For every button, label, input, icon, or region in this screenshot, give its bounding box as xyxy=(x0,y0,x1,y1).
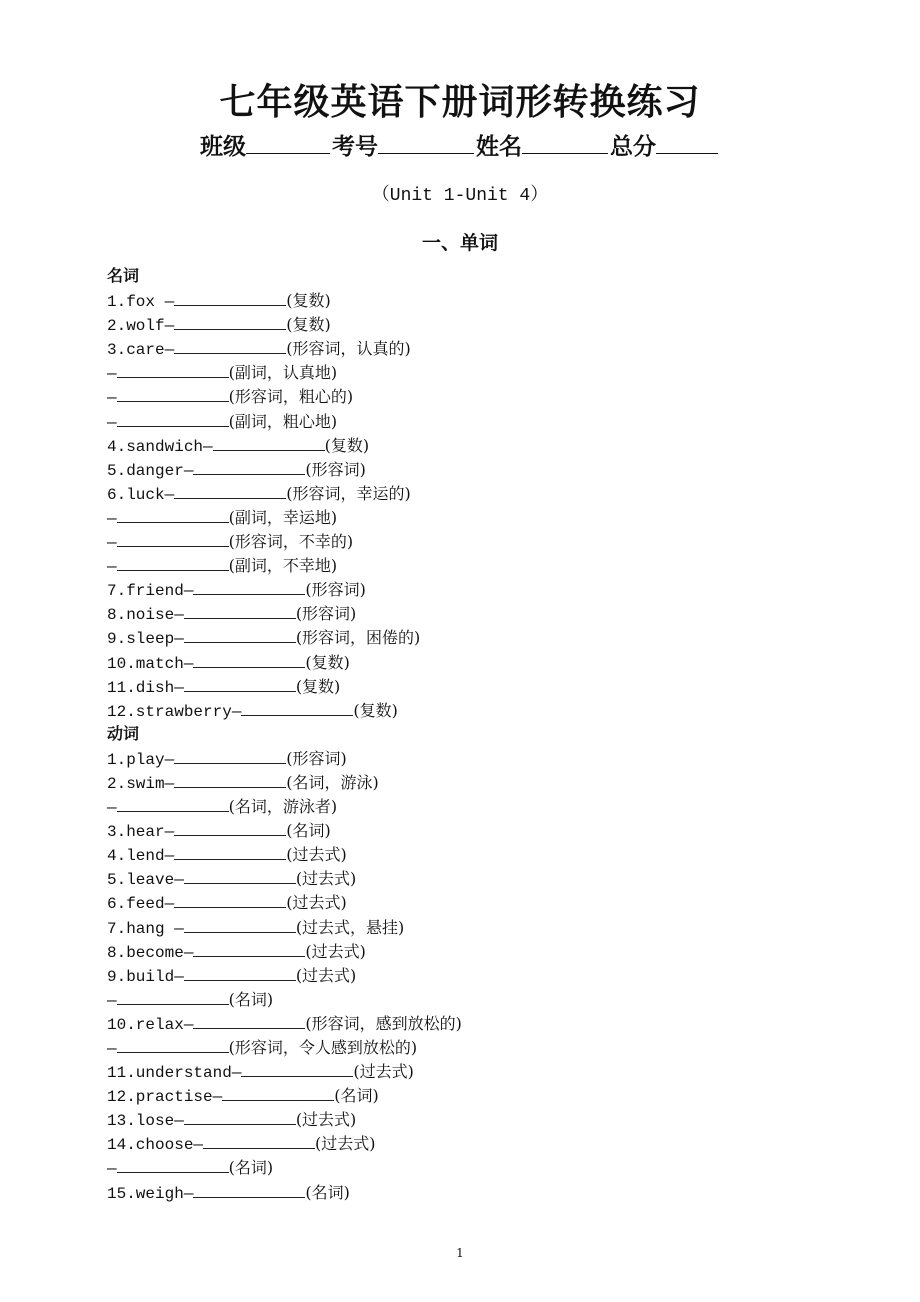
exercise-item xyxy=(107,939,462,963)
item-hint: (名词) xyxy=(305,1182,350,1202)
exercise-item xyxy=(107,650,462,674)
answer-blank[interactable] xyxy=(184,625,296,643)
item-word: 3.hear— xyxy=(107,823,175,842)
exercise-item xyxy=(107,601,462,625)
exercise-item xyxy=(107,770,462,794)
item-word: — xyxy=(107,799,117,818)
student-info-line xyxy=(0,128,920,161)
exercise-item xyxy=(107,1083,462,1107)
item-hint: (形容词，令人感到放松的) xyxy=(228,1038,418,1057)
answer-blank[interactable] xyxy=(174,288,286,306)
item-word: 4.lend— xyxy=(107,847,175,866)
exercise-item xyxy=(107,1180,462,1204)
answer-blank[interactable] xyxy=(117,384,229,402)
item-hint: (过去式) xyxy=(286,893,347,913)
item-hint: (名词，游泳) xyxy=(286,772,379,792)
exercise-item xyxy=(107,1035,462,1059)
item-word: 5.leave— xyxy=(107,871,184,890)
item-word: 5.danger— xyxy=(107,461,194,480)
item-word: 9.sleep— xyxy=(107,630,184,649)
item-hint: (过去式) xyxy=(295,965,357,985)
answer-blank[interactable] xyxy=(117,529,229,547)
answer-blank[interactable] xyxy=(193,939,305,957)
exercise-item xyxy=(107,866,462,890)
score-blank[interactable] xyxy=(656,131,718,154)
item-word: — xyxy=(107,991,117,1010)
answer-blank[interactable] xyxy=(117,505,229,523)
answer-blank[interactable] xyxy=(193,1011,305,1029)
item-hint: (复数) xyxy=(353,700,398,720)
item-word: 14.choose— xyxy=(107,1136,204,1155)
answer-blank[interactable] xyxy=(241,1059,353,1077)
item-hint: (过去式) xyxy=(315,1134,376,1154)
answer-blank[interactable] xyxy=(117,987,229,1005)
item-hint: (形容词，感到放松的) xyxy=(305,1013,462,1033)
page-title: 七年级英语下册词形转换练习 xyxy=(219,82,701,123)
item-word: 15.weigh— xyxy=(107,1184,194,1203)
item-hint: (副词，认真地) xyxy=(228,363,338,383)
answer-blank[interactable] xyxy=(193,650,305,668)
item-word: 11.dish— xyxy=(107,678,184,697)
item-word: — xyxy=(107,558,117,577)
class-label: 班级 xyxy=(200,134,246,160)
item-word: — xyxy=(107,413,117,432)
exercise-item xyxy=(107,384,462,408)
group-heading: 名词 xyxy=(107,266,140,285)
exercise-item xyxy=(107,963,462,987)
item-word: — xyxy=(107,534,117,553)
answer-blank[interactable] xyxy=(193,457,305,475)
item-word: 2.wolf— xyxy=(107,317,175,336)
answer-blank[interactable] xyxy=(184,1107,296,1125)
item-word: 2.swim— xyxy=(107,774,175,793)
item-word: — xyxy=(107,1040,117,1058)
exercise-item xyxy=(107,409,462,433)
item-hint: (过去式，悬挂) xyxy=(295,917,405,937)
item-hint: (形容词) xyxy=(305,580,366,600)
exercise-item xyxy=(107,1107,462,1131)
answer-blank[interactable] xyxy=(174,770,286,788)
item-hint: (形容词，困倦的) xyxy=(295,628,421,648)
exercise-item xyxy=(107,529,462,553)
exercise-item xyxy=(107,505,462,529)
item-hint: (复数) xyxy=(324,435,370,455)
answer-blank[interactable] xyxy=(117,794,229,812)
exercise-item xyxy=(107,842,462,866)
item-hint: (过去式) xyxy=(353,1062,414,1082)
answer-blank[interactable] xyxy=(213,433,325,451)
exercise-item xyxy=(107,625,462,649)
answer-blank[interactable] xyxy=(184,866,296,884)
item-hint: (名词) xyxy=(286,821,331,841)
item-hint: (形容词) xyxy=(295,604,357,624)
exercise-item xyxy=(107,1011,462,1035)
item-hint: (副词，粗心地) xyxy=(228,411,338,431)
item-hint: (形容词，认真的) xyxy=(286,339,411,359)
item-hint: (副词，不幸地) xyxy=(228,556,338,576)
exercise-item xyxy=(107,577,462,601)
item-hint: (形容词) xyxy=(286,748,347,768)
score-label: 总分 xyxy=(610,134,656,160)
item-word: 9.build— xyxy=(107,967,184,986)
answer-blank[interactable] xyxy=(184,601,296,619)
exercise-item xyxy=(107,1131,462,1155)
item-word: 4.sandwich— xyxy=(107,437,213,456)
item-hint: (形容词) xyxy=(305,459,366,479)
exercise-item xyxy=(107,433,462,457)
page-number: 1 xyxy=(456,1246,464,1260)
item-hint: (复数) xyxy=(286,291,331,311)
item-hint: (形容词，不幸的) xyxy=(228,532,354,552)
answer-blank[interactable] xyxy=(117,409,229,427)
item-word: 7.hang — xyxy=(107,919,184,938)
name-blank[interactable] xyxy=(522,131,608,154)
item-hint: (名词) xyxy=(228,989,274,1009)
class-blank[interactable] xyxy=(246,131,330,154)
exercise-item xyxy=(107,698,462,722)
item-word: — xyxy=(107,1160,117,1179)
answer-blank[interactable] xyxy=(174,842,286,860)
item-hint: (复数) xyxy=(295,676,341,696)
item-word: — xyxy=(107,365,117,384)
answer-blank[interactable] xyxy=(184,674,296,692)
item-word: 8.noise— xyxy=(107,606,184,625)
exercise-list xyxy=(107,264,462,1204)
item-word: 8.become— xyxy=(107,943,194,962)
item-word: 6.luck— xyxy=(107,485,175,504)
group-heading: 动词 xyxy=(107,723,140,743)
item-hint: (过去式) xyxy=(305,941,366,961)
answer-blank[interactable] xyxy=(241,698,353,716)
exercise-item xyxy=(107,481,462,505)
item-word: 6.feed— xyxy=(107,895,175,914)
exercise-item xyxy=(107,915,462,939)
item-word: — xyxy=(107,509,117,528)
exercise-item xyxy=(107,360,462,384)
item-hint: (名词) xyxy=(228,1158,274,1178)
answer-blank[interactable] xyxy=(174,312,286,330)
item-word: 13.lose— xyxy=(107,1112,184,1131)
item-word: 1.fox — xyxy=(107,293,175,312)
answer-blank[interactable] xyxy=(184,963,296,981)
item-hint: (复数) xyxy=(305,652,350,672)
answer-blank[interactable] xyxy=(193,1180,305,1198)
item-word: 10.relax— xyxy=(107,1015,194,1034)
answer-blank[interactable] xyxy=(174,890,286,908)
item-hint: (过去式) xyxy=(295,869,357,889)
answer-blank[interactable] xyxy=(203,1131,315,1149)
exercise-item xyxy=(107,674,462,698)
item-word: 7.friend— xyxy=(107,582,194,601)
answer-blank[interactable] xyxy=(117,553,229,571)
item-word: 12.practise— xyxy=(107,1088,223,1107)
exercise-item xyxy=(107,794,462,818)
item-word: 1.play— xyxy=(107,750,175,769)
answer-blank[interactable] xyxy=(117,1155,229,1173)
exercise-item xyxy=(107,818,462,842)
answer-blank[interactable] xyxy=(174,481,286,499)
exercise-item xyxy=(107,890,462,914)
answer-blank[interactable] xyxy=(184,915,296,933)
item-hint: (复数) xyxy=(286,315,331,335)
item-word: 10.match— xyxy=(107,654,194,673)
answer-blank[interactable] xyxy=(117,360,229,378)
exercise-item xyxy=(107,312,462,336)
item-hint: (过去式) xyxy=(286,845,347,865)
exam-no-label: 考号 xyxy=(332,134,378,160)
section-heading: 一、单词 xyxy=(421,232,498,254)
answer-blank[interactable] xyxy=(174,336,286,354)
answer-blank[interactable] xyxy=(174,746,286,764)
exam-no-blank[interactable] xyxy=(378,131,474,154)
answer-blank[interactable] xyxy=(174,818,286,836)
item-word: 3.care— xyxy=(107,341,175,360)
answer-blank[interactable] xyxy=(222,1083,334,1101)
exercise-item xyxy=(107,1155,462,1179)
answer-blank[interactable] xyxy=(117,1035,229,1053)
answer-blank[interactable] xyxy=(193,577,305,595)
item-word: 11.understand— xyxy=(107,1064,242,1083)
exercise-item xyxy=(107,457,462,481)
exercise-item xyxy=(107,746,462,770)
name-label: 姓名 xyxy=(476,134,522,160)
item-hint: (名词，游泳者) xyxy=(228,797,338,817)
item-hint: (名词) xyxy=(334,1086,379,1106)
item-hint: (副词，幸运地) xyxy=(228,507,338,527)
exercise-item xyxy=(107,336,462,360)
item-word: 12.strawberry— xyxy=(107,702,242,721)
unit-range: （Unit 1-Unit 4） xyxy=(371,186,549,206)
item-word: — xyxy=(107,389,117,408)
item-hint: (形容词，幸运的) xyxy=(286,483,411,503)
exercise-item xyxy=(107,987,462,1011)
item-hint: (形容词，粗心的) xyxy=(228,387,354,407)
exercise-item xyxy=(107,553,462,577)
exercise-item xyxy=(107,288,462,312)
item-hint: (过去式) xyxy=(295,1110,357,1130)
exercise-item xyxy=(107,1059,462,1083)
